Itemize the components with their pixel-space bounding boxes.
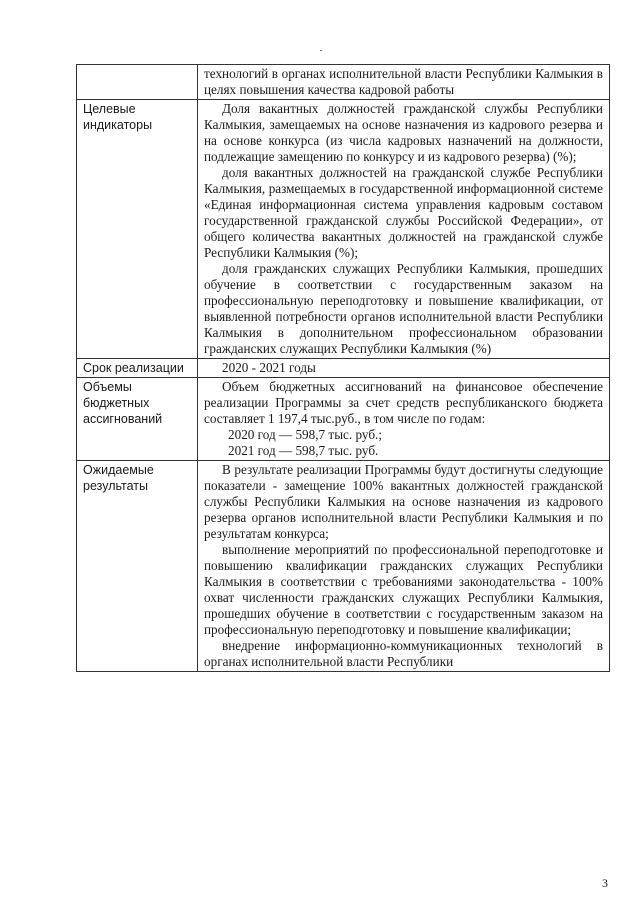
content-paragraph: 2020 - 2021 годы	[222, 360, 316, 375]
content-paragraph: 2021 год — 598,7 тыс. руб.	[228, 443, 379, 458]
row-content	[198, 359, 610, 378]
row-content	[198, 65, 610, 100]
table-row	[77, 359, 610, 378]
table-row	[77, 65, 610, 100]
table-row	[77, 461, 610, 672]
table-row	[77, 100, 610, 359]
table-row	[77, 378, 610, 461]
row-label: Объемы бюджетных ассигнований	[77, 378, 198, 461]
content-paragraph: выполнение мероприятий по профессиональной переподготовке и повышению квалификации гражданских служащих Республики Калмыкия в соответствии с требованиями законодательства - 100% охват численности гражданских служащих Республики Калмыкия, прошедших обучение в соответствии с государственным заказом на профессиональную переподготовку и повышение квалификации;	[204, 542, 603, 637]
row-label: Целевые индикаторы	[77, 100, 198, 359]
content-paragraph: доля гражданских служащих Республики Калмыкия, прошедших обучение в соответствии с государственным заказом на профессиональную переподготовку и повышение квалификации, от выявленной потребности органов исполнительной власти Республики Калмыкия в дополнительном профессиональном образовании гражданских служащих Республики Калмыкия (%)	[204, 261, 603, 356]
page-number: 3	[602, 876, 608, 890]
content-paragraph: внедрение информационно-коммуникационных технологий в органах исполнительной власти Республики	[204, 638, 603, 669]
row-content	[198, 378, 610, 461]
row-content	[198, 461, 610, 672]
content-paragraph: Доля вакантных должностей гражданской службы Республики Калмыкия, замещаемых на основе назначения из кадрового резерва и на основе конкурса (из числа кадровых назначений на должности, подлежащие замещению по конкурсу и из кадрового резерва) (%);	[204, 101, 603, 164]
program-passport-table	[76, 64, 610, 672]
row-label: Срок реализации	[77, 359, 198, 378]
row-label	[77, 65, 198, 100]
content-paragraph: Объем бюджетных ассигнований на финансовое обеспечение реализации Программы за счет средств республиканского бюджета составляет 1 197,4 тыс.руб., в том числе по годам:	[204, 379, 603, 426]
row-label: Ожидаемые результаты	[77, 461, 198, 672]
scan-speck	[320, 50, 322, 51]
content-paragraph: 2020 год — 598,7 тыс. руб.;	[228, 427, 383, 442]
content-paragraph: доля вакантных должностей на гражданской службе Республики Калмыкия, размещаемых в государственной информационной системе «Единая информационная система управления кадровым составом государственной гражданской службы Российской Федерации», от общего количества вакантных должностей на гражданской службе Республики Калмыкия (%);	[204, 165, 603, 260]
content-paragraph: технологий в органах исполнительной власти Республики Калмыкия в целях повышения качества кадровой работы	[204, 66, 603, 97]
row-content	[198, 100, 610, 359]
content-paragraph: В результате реализации Программы будут достигнуты следующие показатели - замещение 100% вакантных должностей гражданской службы Республики Калмыкия на основе назначения из кадрового резерва органов исполнительной власти Республики Калмыкия и по результатам конкурса;	[204, 462, 603, 541]
